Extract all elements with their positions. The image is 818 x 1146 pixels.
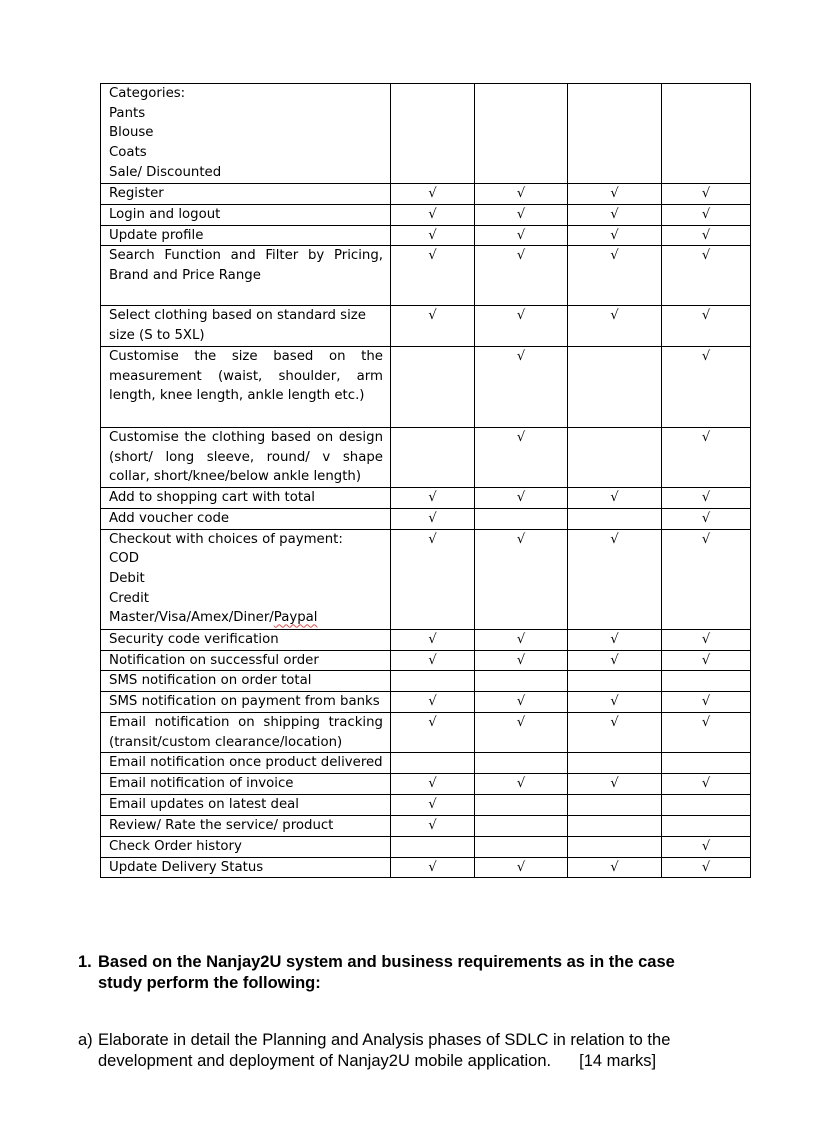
table-row	[101, 753, 751, 774]
feature-line: Customise the clothing based on design	[109, 429, 383, 445]
check-cell	[662, 508, 751, 529]
feature-description	[101, 529, 391, 629]
checkmark-icon: √	[516, 531, 526, 547]
check-cell	[391, 529, 475, 629]
feature-description	[101, 650, 391, 671]
check-cell	[475, 487, 568, 508]
feature-line: COD	[109, 551, 139, 567]
checkmark-icon: √	[428, 248, 437, 264]
feature-description	[101, 346, 391, 427]
check-cell	[568, 529, 662, 629]
check-cell	[475, 306, 568, 346]
question-1-line-1: Based on the Nanjay2U system and business requirements as in the case	[98, 953, 675, 971]
checkmark-icon: √	[516, 207, 526, 222]
requirements-table	[100, 83, 751, 878]
check-cell	[568, 487, 662, 508]
check-cell	[391, 487, 475, 508]
check-cell	[568, 650, 662, 671]
table-row	[101, 529, 751, 629]
feature-line: Notification on successful order	[109, 652, 319, 668]
check-cell	[391, 306, 475, 346]
spellcheck-underline: Paypal	[273, 610, 318, 626]
checkmark-icon: √	[701, 776, 711, 792]
feature-description	[101, 774, 391, 795]
question-1a-line-2: development and deployment of Nanjay2U mobile application.	[98, 1052, 552, 1070]
feature-line: Add voucher code	[109, 510, 230, 526]
feature-description	[101, 487, 391, 508]
check-cell	[568, 205, 662, 226]
feature-line: Add to shopping cart with total	[109, 489, 315, 505]
check-cell	[662, 225, 751, 246]
table-row	[101, 857, 751, 878]
check-cell	[662, 346, 751, 427]
feature-description	[101, 427, 391, 487]
question-1-number: 1.	[78, 953, 92, 971]
checkmark-icon: √	[428, 797, 437, 813]
feature-line: Security code verification	[109, 631, 279, 647]
feature-description	[101, 184, 391, 205]
feature-description	[101, 246, 391, 306]
checkmark-icon: √	[701, 652, 711, 668]
check-cell	[475, 774, 568, 795]
checkmark-icon: √	[516, 429, 526, 445]
check-cell	[391, 857, 475, 878]
question-1	[78, 952, 744, 994]
check-cell	[662, 487, 751, 508]
checkmark-icon: √	[610, 715, 619, 731]
checkmark-icon: √	[701, 694, 711, 710]
check-cell	[662, 650, 751, 671]
check-cell	[475, 427, 568, 487]
check-cell	[568, 629, 662, 650]
check-cell	[475, 650, 568, 671]
question-1-line-2: study perform the following:	[98, 974, 321, 992]
check-cell	[662, 205, 751, 226]
check-cell	[475, 857, 568, 878]
check-cell	[391, 692, 475, 713]
table-row	[101, 815, 751, 836]
check-cell	[391, 246, 475, 306]
checkmark-icon: √	[610, 859, 619, 875]
checkmark-icon: √	[610, 207, 619, 222]
table-row	[101, 346, 751, 427]
checkmark-icon: √	[428, 631, 437, 647]
check-cell	[475, 836, 568, 857]
check-cell	[568, 346, 662, 427]
feature-line: Sale/ Discounted	[109, 164, 222, 180]
table-row	[101, 306, 751, 346]
check-cell	[391, 225, 475, 246]
feature-line: Login and logout	[109, 207, 221, 222]
check-cell	[475, 508, 568, 529]
checkmark-icon: √	[516, 694, 526, 710]
check-cell	[475, 246, 568, 306]
table-row	[101, 629, 751, 650]
check-cell	[391, 84, 475, 184]
checkmark-icon: √	[516, 348, 526, 364]
feature-description	[101, 671, 391, 692]
feature-line: Categories:	[109, 86, 186, 101]
checkmark-icon: √	[610, 652, 619, 668]
checkmark-icon: √	[610, 776, 619, 792]
check-cell	[475, 529, 568, 629]
feature-line: Coats	[109, 145, 147, 161]
checkmark-icon: √	[428, 308, 437, 324]
feature-description	[101, 836, 391, 857]
check-cell	[391, 753, 475, 774]
question-1a-line-2-wrap	[78, 1051, 744, 1072]
feature-description	[101, 629, 391, 650]
checkmark-icon: √	[701, 348, 711, 364]
feature-description	[101, 795, 391, 816]
feature-line: Review/ Rate the service/ product	[109, 817, 334, 833]
check-cell	[568, 815, 662, 836]
check-cell	[568, 857, 662, 878]
check-cell	[475, 184, 568, 205]
checkmark-icon: √	[516, 186, 526, 201]
table-row	[101, 84, 751, 184]
checkmark-icon: √	[428, 186, 437, 201]
feature-description	[101, 753, 391, 774]
checkmark-icon: √	[701, 531, 711, 547]
check-cell	[475, 795, 568, 816]
checkmark-icon: √	[516, 631, 526, 647]
feature-description	[101, 225, 391, 246]
feature-line: Email notification of invoice	[109, 776, 294, 792]
table-row	[101, 205, 751, 226]
checkmark-icon: √	[516, 859, 526, 875]
feature-line: Checkout with choices of payment:	[109, 531, 343, 547]
check-cell	[391, 774, 475, 795]
check-cell	[662, 713, 751, 753]
feature-line: Brand and Price Range	[109, 268, 261, 284]
check-cell	[391, 836, 475, 857]
checkmark-icon: √	[516, 715, 526, 731]
check-cell	[391, 795, 475, 816]
checkmark-icon: √	[428, 652, 437, 668]
check-cell	[568, 427, 662, 487]
check-cell	[475, 346, 568, 427]
check-cell	[475, 225, 568, 246]
feature-description	[101, 857, 391, 878]
check-cell	[568, 836, 662, 857]
requirements-table-body	[101, 84, 751, 878]
check-cell	[662, 857, 751, 878]
checkmark-icon: √	[610, 248, 619, 264]
check-cell	[568, 795, 662, 816]
check-cell	[568, 671, 662, 692]
checkmark-icon: √	[701, 838, 711, 854]
feature-description	[101, 508, 391, 529]
check-cell	[391, 713, 475, 753]
checkmark-icon: √	[516, 652, 526, 668]
feature-line: Master/Visa/Amex/Diner/Paypal	[109, 610, 318, 626]
checkmark-icon: √	[428, 489, 437, 505]
feature-line: Update Delivery Status	[109, 859, 264, 875]
feature-description	[101, 692, 391, 713]
question-1a	[78, 1030, 744, 1072]
checkmark-icon: √	[701, 308, 711, 324]
feature-line: Search Function and Filter by Pricing,	[109, 248, 383, 264]
check-cell	[391, 427, 475, 487]
checkmark-icon: √	[428, 510, 437, 526]
checkmark-icon: √	[516, 308, 526, 324]
checkmark-icon: √	[701, 859, 711, 875]
table-row	[101, 650, 751, 671]
check-cell	[568, 753, 662, 774]
feature-line: Blouse	[109, 125, 154, 141]
checkmark-icon: √	[428, 694, 437, 710]
checkmark-icon: √	[428, 227, 437, 243]
check-cell	[568, 692, 662, 713]
check-cell	[662, 246, 751, 306]
checkmark-icon: √	[610, 631, 619, 647]
check-cell	[391, 508, 475, 529]
feature-description	[101, 815, 391, 836]
check-cell	[662, 836, 751, 857]
checkmark-icon: √	[701, 186, 711, 201]
feature-line: SMS notification on payment from banks	[109, 694, 380, 710]
check-cell	[568, 225, 662, 246]
check-cell	[568, 508, 662, 529]
checkmark-icon: √	[701, 631, 711, 647]
check-cell	[568, 774, 662, 795]
check-cell	[391, 815, 475, 836]
check-cell	[391, 205, 475, 226]
checkmark-icon: √	[516, 776, 526, 792]
checkmark-icon: √	[701, 715, 711, 731]
checkmark-icon: √	[516, 227, 526, 243]
checkmark-icon: √	[610, 308, 619, 324]
checkmark-icon: √	[428, 817, 437, 833]
check-cell	[568, 84, 662, 184]
feature-line: Check Order history	[109, 838, 242, 854]
feature-description	[101, 205, 391, 226]
table-row	[101, 508, 751, 529]
table-row	[101, 774, 751, 795]
checkmark-icon: √	[701, 429, 711, 445]
checkmark-icon: √	[428, 207, 437, 222]
table-row	[101, 836, 751, 857]
check-cell	[475, 629, 568, 650]
check-cell	[662, 306, 751, 346]
check-cell	[662, 753, 751, 774]
question-1a-label: a)	[78, 1031, 93, 1049]
table-row	[101, 225, 751, 246]
check-cell	[662, 815, 751, 836]
feature-line: Debit	[109, 571, 145, 587]
check-cell	[568, 184, 662, 205]
check-cell	[475, 205, 568, 226]
check-cell	[475, 692, 568, 713]
check-cell	[662, 184, 751, 205]
table-row	[101, 713, 751, 753]
feature-line: Register	[109, 186, 164, 201]
feature-description	[101, 713, 391, 753]
checkmark-icon: √	[428, 531, 437, 547]
table-row	[101, 246, 751, 306]
check-cell	[391, 671, 475, 692]
check-cell	[391, 184, 475, 205]
checkmark-icon: √	[610, 489, 619, 505]
feature-line: (short/ long sleeve, round/ v shape	[109, 449, 383, 465]
checkmark-icon: √	[610, 227, 619, 243]
table-row	[101, 692, 751, 713]
check-cell	[662, 529, 751, 629]
checkmark-icon: √	[428, 859, 437, 875]
checkmark-icon: √	[610, 694, 619, 710]
checkmark-icon: √	[701, 489, 711, 505]
question-1a-line-1: Elaborate in detail the Planning and Analysis phases of SDLC in relation to the	[98, 1031, 671, 1049]
table-row	[101, 795, 751, 816]
checkmark-icon: √	[516, 489, 526, 505]
feature-line: Email updates on latest deal	[109, 797, 299, 813]
check-cell	[391, 629, 475, 650]
checkmark-icon: √	[610, 186, 619, 201]
checkmark-icon: √	[428, 715, 437, 731]
checkmark-icon: √	[701, 248, 711, 264]
check-cell	[568, 713, 662, 753]
table-row	[101, 671, 751, 692]
check-cell	[391, 346, 475, 427]
feature-line: (transit/custom clearance/location)	[109, 734, 343, 750]
check-cell	[475, 753, 568, 774]
table-row	[101, 487, 751, 508]
feature-line: Credit	[109, 590, 149, 606]
feature-line: Email notification on shipping tracking	[109, 715, 383, 731]
feature-line: collar, short/knee/below ankle length)	[109, 469, 362, 485]
check-cell	[662, 671, 751, 692]
feature-line: Update profile	[109, 227, 204, 243]
check-cell	[662, 795, 751, 816]
check-cell	[568, 246, 662, 306]
check-cell	[475, 671, 568, 692]
feature-line: length, knee length, ankle length etc.)	[109, 388, 365, 404]
check-cell	[662, 427, 751, 487]
feature-line: Customise the size based on the	[109, 348, 383, 364]
feature-line: Pants	[109, 105, 146, 121]
check-cell	[475, 713, 568, 753]
feature-line: size (S to 5XL)	[109, 328, 205, 344]
table-row	[101, 427, 751, 487]
feature-description	[101, 84, 391, 184]
check-cell	[391, 650, 475, 671]
feature-line: Email notification once product delivered	[109, 755, 383, 771]
checkmark-icon: √	[701, 510, 711, 526]
checkmark-icon: √	[428, 776, 437, 792]
check-cell	[475, 84, 568, 184]
checkmark-icon: √	[610, 531, 619, 547]
feature-line: measurement (waist, shoulder, arm	[109, 368, 383, 384]
checkmark-icon: √	[516, 248, 526, 264]
check-cell	[662, 774, 751, 795]
feature-line: Select clothing based on standard size	[109, 308, 366, 324]
check-cell	[475, 815, 568, 836]
check-cell	[662, 692, 751, 713]
checkmark-icon: √	[701, 227, 711, 243]
table-row	[101, 184, 751, 205]
feature-line: SMS notification on order total	[109, 673, 312, 689]
check-cell	[662, 84, 751, 184]
check-cell	[568, 306, 662, 346]
checkmark-icon: √	[701, 207, 711, 222]
feature-description	[101, 306, 391, 346]
check-cell	[662, 629, 751, 650]
question-1a-marks: [14 marks]	[579, 1052, 657, 1070]
